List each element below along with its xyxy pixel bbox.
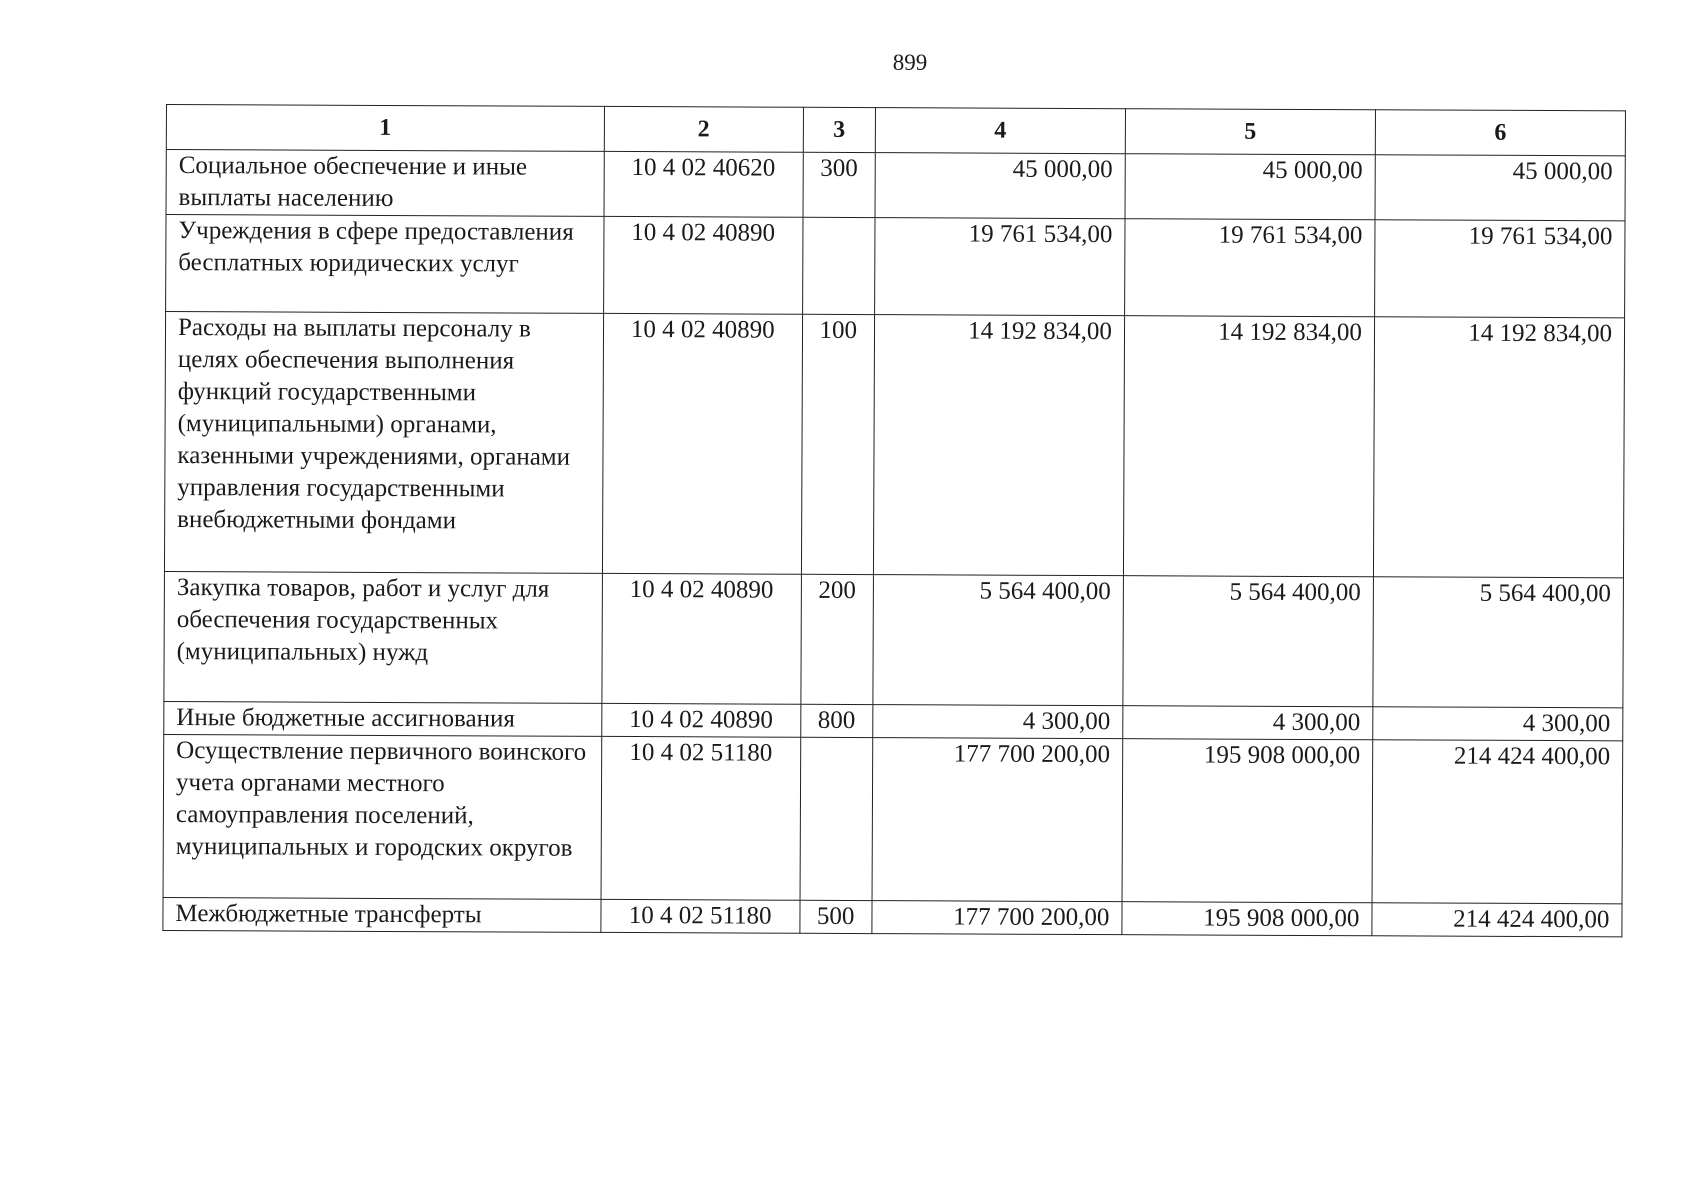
- row-type-cell: [802, 217, 875, 314]
- row-amount-cell: 177 700 200,00: [872, 738, 1123, 902]
- row-amount-cell: 45 000,00: [1375, 155, 1625, 221]
- table-row: [166, 150, 1625, 221]
- row-code-cell: 10 4 02 40890: [603, 216, 802, 314]
- row-type-cell: 300: [803, 152, 876, 217]
- row-amount-cell: 195 908 000,00: [1122, 902, 1372, 936]
- budget-table: [162, 104, 1626, 937]
- table-row: [163, 734, 1623, 903]
- column-header: 5: [1125, 109, 1375, 155]
- row-amount-cell: 19 761 534,00: [874, 218, 1124, 316]
- row-amount-cell: 45 000,00: [1125, 154, 1375, 220]
- row-name-cell: Закупка товаров, работ и услуг для обеспечения государственных (муниципальных) нужд: [164, 571, 602, 703]
- row-amount-cell: 14 192 834,00: [1373, 317, 1624, 578]
- row-amount-cell: 5 564 400,00: [1373, 577, 1624, 708]
- row-type-cell: 800: [800, 704, 872, 737]
- column-header: 4: [875, 108, 1125, 154]
- row-name-cell: Социальное обеспечение и иные выплаты населению: [166, 150, 604, 217]
- row-name-cell: Осуществление первичного воинского учета органами местного самоуправления поселений, муниципальных и городских округов: [163, 734, 602, 899]
- row-amount-cell: 14 192 834,00: [873, 315, 1124, 576]
- row-amount-cell: 214 424 400,00: [1372, 903, 1622, 937]
- row-amount-cell: 214 424 400,00: [1372, 740, 1623, 904]
- row-name-cell: Учреждения в сфере предоставления бесплатных юридических услуг: [166, 215, 604, 314]
- table-header-row: [166, 105, 1625, 156]
- row-name-cell: Межбюджетные трансферты: [163, 897, 601, 932]
- row-amount-cell: 5 564 400,00: [1123, 576, 1374, 707]
- column-header: 6: [1375, 110, 1625, 156]
- row-type-cell: 100: [801, 314, 874, 574]
- row-amount-cell: 4 300,00: [1123, 706, 1373, 740]
- page-number: 899: [892, 50, 928, 75]
- row-type-cell: [800, 737, 873, 900]
- row-type-cell: 500: [799, 900, 871, 933]
- table-row: [164, 312, 1624, 578]
- row-code-cell: 10 4 02 40620: [604, 151, 803, 217]
- row-name-cell: Расходы на выплаты персоналу в целях обеспечения выполнения функций государственными (муниципальными) органами, казенными учреждениями, органами управления государственными внебюджетными фондами: [164, 312, 603, 574]
- row-amount-cell: 177 700 200,00: [872, 901, 1122, 935]
- row-amount-cell: 19 761 534,00: [1125, 219, 1375, 317]
- column-header: 1: [166, 105, 604, 152]
- row-code-cell: 10 4 02 51180: [601, 736, 801, 900]
- row-amount-cell: 4 300,00: [873, 705, 1123, 739]
- column-header: 2: [604, 106, 803, 152]
- column-header: 3: [803, 107, 875, 152]
- row-code-cell: 10 4 02 40890: [602, 573, 801, 704]
- table-row: [166, 215, 1625, 318]
- table-row: [164, 571, 1624, 707]
- row-amount-cell: 45 000,00: [875, 153, 1125, 219]
- row-amount-cell: 14 192 834,00: [1123, 316, 1374, 577]
- row-type-cell: 200: [800, 574, 873, 704]
- row-amount-cell: 19 761 534,00: [1375, 220, 1625, 318]
- table-row: [163, 897, 1622, 936]
- row-code-cell: 10 4 02 40890: [602, 313, 802, 574]
- row-code-cell: 10 4 02 40890: [602, 703, 801, 737]
- row-code-cell: 10 4 02 51180: [601, 899, 800, 933]
- row-name-cell: Иные бюджетные ассигнования: [164, 701, 602, 736]
- row-amount-cell: 4 300,00: [1373, 707, 1623, 741]
- row-amount-cell: 5 564 400,00: [873, 575, 1124, 706]
- row-amount-cell: 195 908 000,00: [1122, 739, 1373, 903]
